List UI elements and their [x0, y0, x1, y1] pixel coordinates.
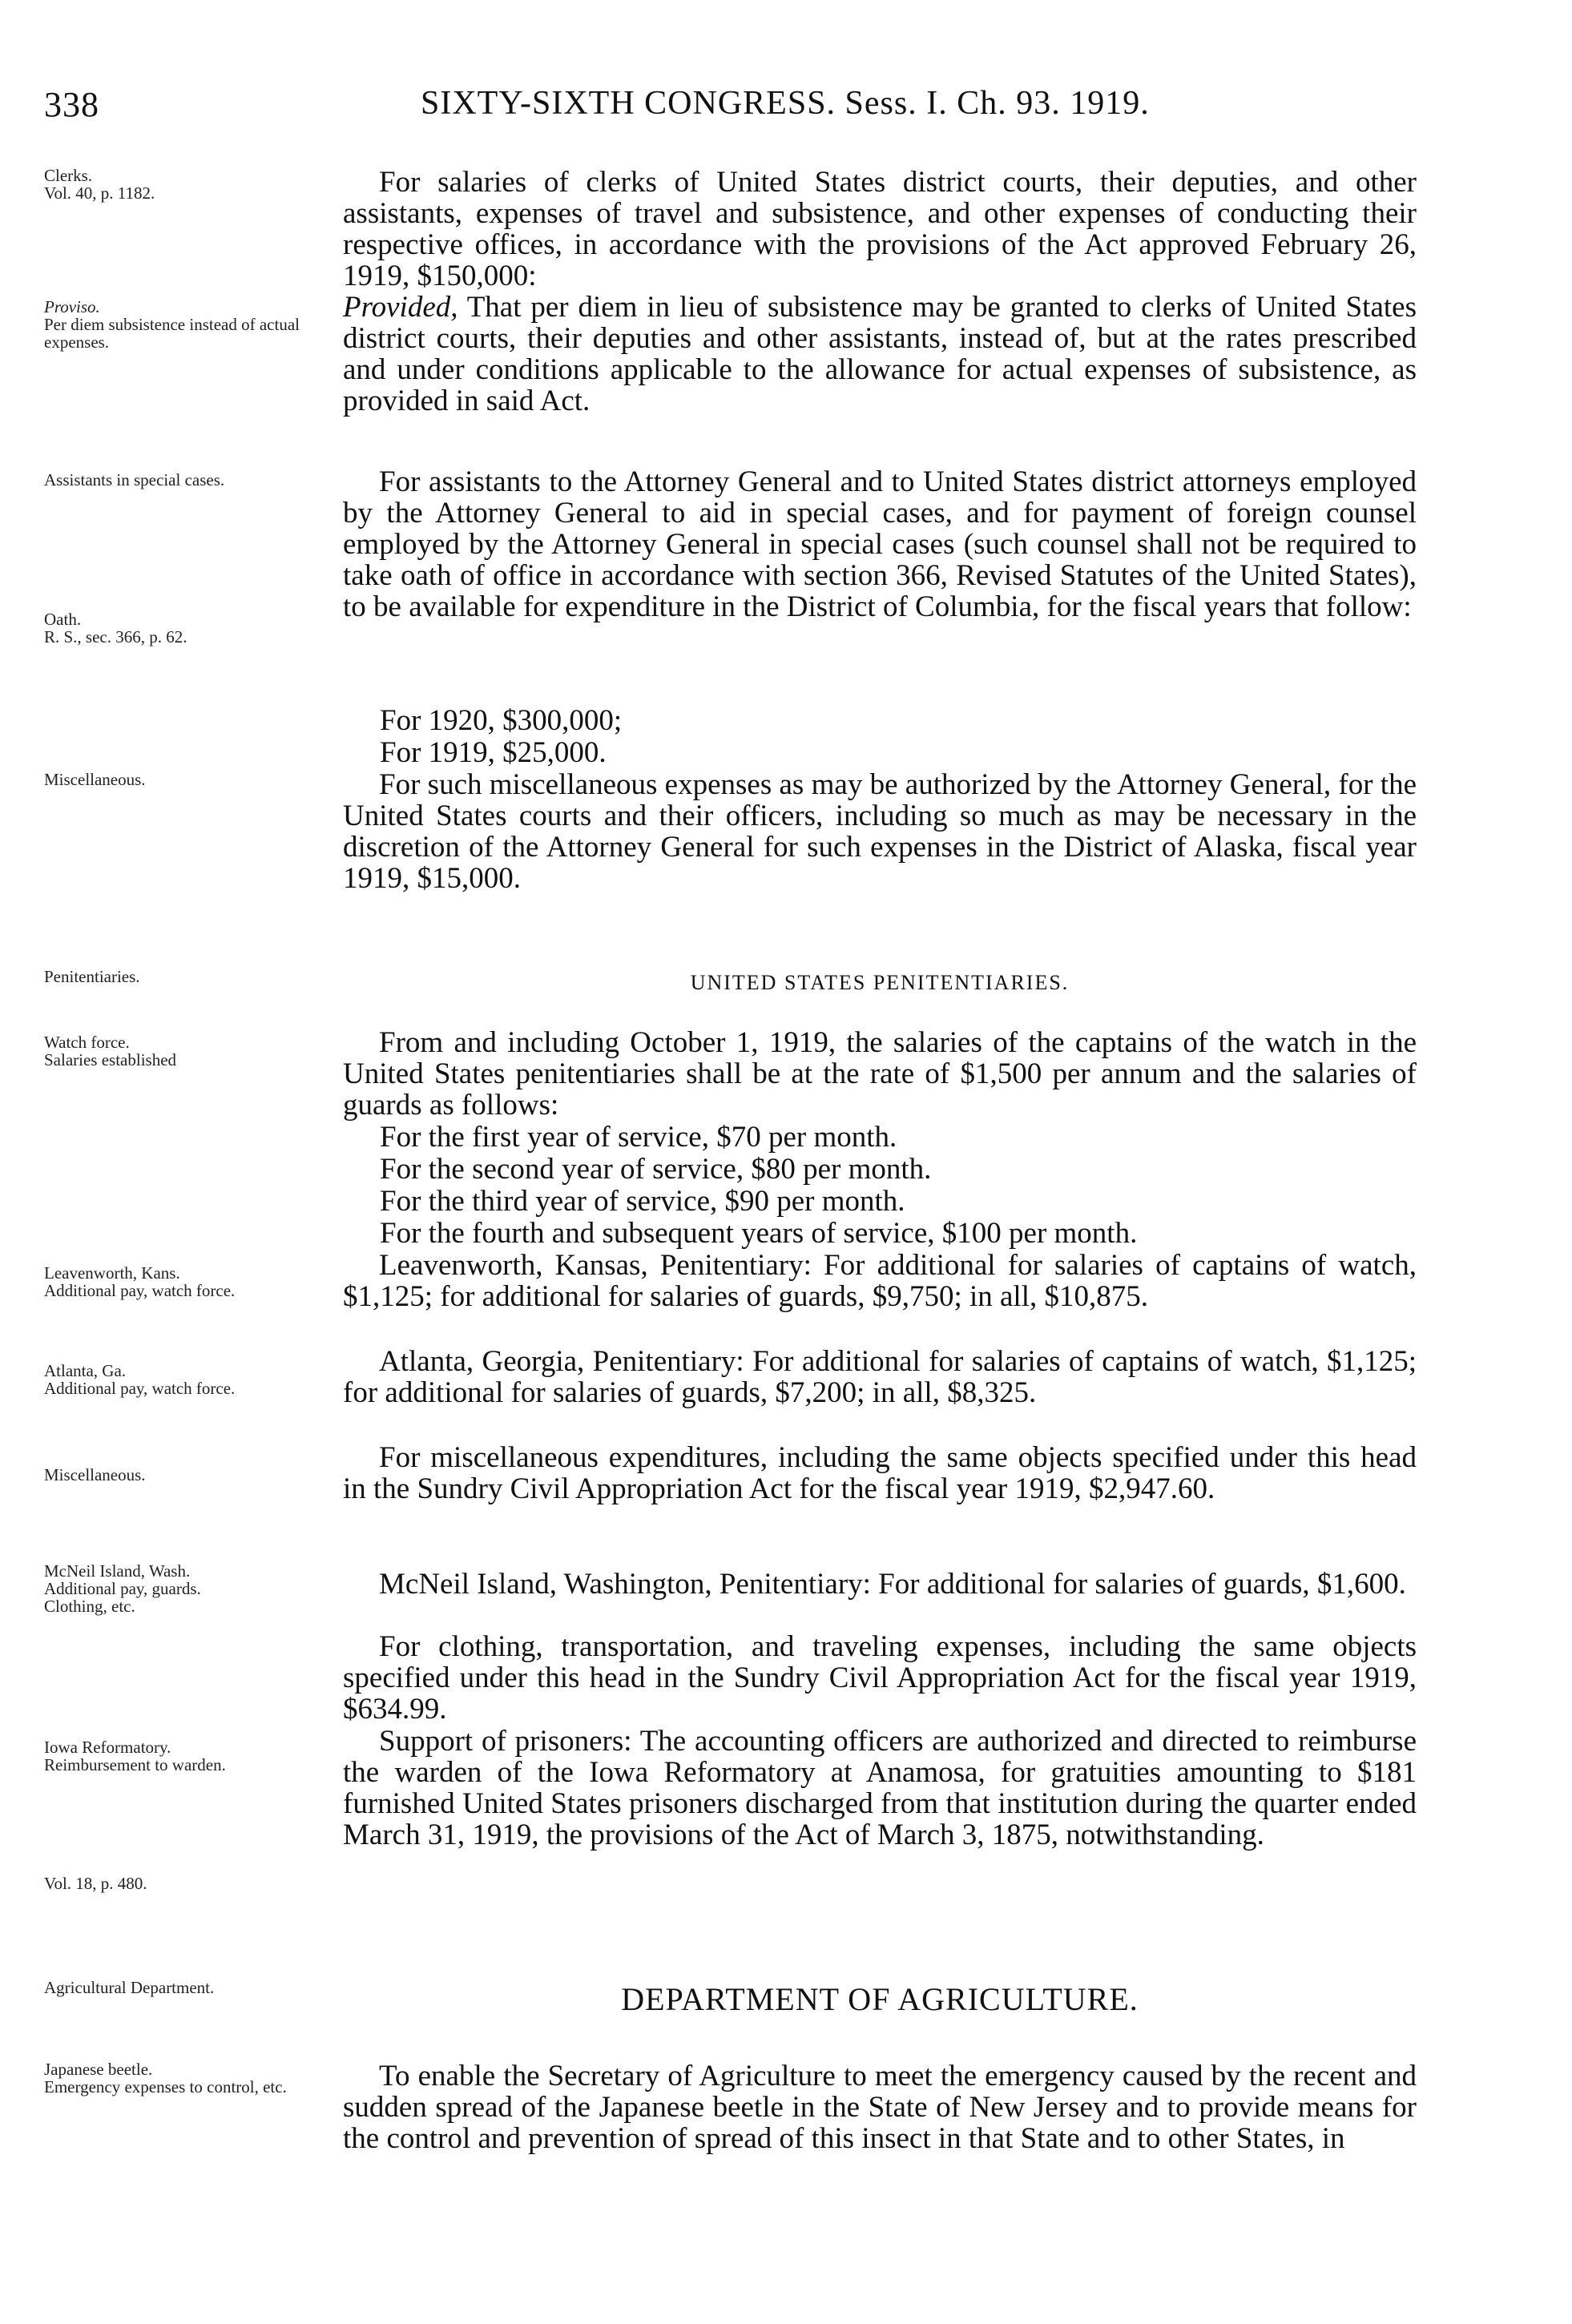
margin-note-agriculture: Agricultural Department.: [44, 1978, 215, 1997]
paragraph-mcneil: McNeil Island, Washington, Penitentiary: For additional for salaries of guards, $1,600.: [379, 1568, 1406, 1601]
margin-note-watch-force: Watch force. Salaries established: [44, 1033, 177, 1069]
paragraph-iowa: Support of prisoners: The accounting officers are authorized and directed to reimburse the warden of the Iowa Reformatory at Anamosa, for gratuities amounting to $181 furnished United States prisoners discharged from that institution during the quarter ended March 31, 1919, the provisions of the Act of March 3, 1875, notwithstanding.: [343, 1725, 1417, 1851]
margin-note-iowa: Iowa Reformatory. Reimbursement to warden.: [44, 1738, 226, 1774]
paragraph-leavenworth: Leavenworth, Kansas, Penitentiary: For additional for salaries of captains of watch, $1,125; for additional for salaries of guards, $9,750; in all, $10,875.: [343, 1249, 1417, 1313]
margin-note-miscellaneous-2: Miscellaneous.: [44, 1465, 146, 1484]
margin-note-miscellaneous: Miscellaneous.: [44, 770, 146, 789]
guard-salary-year-2: For the second year of service, $80 per month.: [380, 1153, 932, 1186]
paragraph-clothing: For clothing, transportation, and traveling expenses, including the same objects specified under this head in the Sundry Civil Appropriation Act for the fiscal year 1919, $634.99.: [343, 1630, 1417, 1726]
heading-agriculture: DEPARTMENT OF AGRICULTURE.: [621, 1981, 1139, 2017]
heading-penitentiaries: UNITED STATES PENITENTIARIES.: [690, 971, 1070, 994]
guard-salary-year-1: For the first year of service, $70 per month.: [380, 1121, 897, 1154]
paragraph-misc-expenditures: For miscellaneous expenditures, including the same objects specified under this head in the Sundry Civil Appropriation Act for the fiscal year 1919, $2,947.60.: [343, 1441, 1417, 1505]
running-header: [44, 84, 1406, 132]
margin-note-oath: Oath. R. S., sec. 366, p. 62.: [44, 610, 187, 646]
paragraph-proviso: [343, 292, 1417, 417]
proviso-text: That per diem in lieu of subsistence may be granted to clerks of United States district courts, their deputies and other assistants, instead of, but at the rates prescribed and under conditions applicable to the allowance for actual expenses of subsistence, as provided in said Act.: [343, 291, 1417, 417]
guard-salary-year-3: For the third year of service, $90 per month.: [380, 1185, 905, 1218]
margin-note-assistants: Assistants in special cases.: [44, 470, 225, 489]
paragraph-clerks: For salaries of clerks of United States district courts, their deputies, and other assistants, expenses of travel and subsistence, and other expenses of conducting their respective offices, in accordance with the provisions of the Act approved February 26, 1919, $150,000:: [343, 166, 1417, 292]
paragraph-assistants: For assistants to the Attorney General and to United States district attorneys employed by the Attorney General to aid in special cases, and for payment of foreign counsel employed by the Attorney General in special cases (such counsel shall not be required to take oath of office in accordance with section 366, Revised Statutes of the United States), to be available for expenditure in the District of Columbia, for the fiscal years that follow:: [343, 465, 1417, 623]
margin-note-leavenworth: Leavenworth, Kans. Additional pay, watch force.: [44, 1263, 236, 1300]
margin-note-japanese-beetle: Japanese beetle. Emergency expenses to control, etc.: [44, 2060, 287, 2096]
proviso-italic: Provided,: [343, 291, 458, 324]
paragraph-miscellaneous: For such miscellaneous expenses as may be authorized by the Attorney General, for the United States courts and their officers, including so much as may be necessary in the discretion of the Attorney General for such expenses in the District of Alaska, fiscal year 1919, $15,000.: [343, 768, 1417, 895]
margin-note-mcneil: McNeil Island, Wash. Additional pay, guards. Clothing, etc.: [44, 1561, 201, 1616]
appropriation-1920: For 1920, $300,000;: [380, 704, 623, 737]
guard-salary-year-4: For the fourth and subsequent years of service, $100 per month.: [380, 1217, 1138, 1250]
paragraph-japanese-beetle: To enable the Secretary of Agriculture to meet the emergency caused by the recent and sudden spread of the Japanese beetle in the State of New Jersey and to provide means for the control and prevention of spread of this insect in that State and to other States, in: [343, 2060, 1417, 2155]
paragraph-watch-salaries: From and including October 1, 1919, the salaries of the captains of the watch in the United States penitentiaries shall be at the rate of $1,500 per annum and the salaries of guards as follows:: [343, 1026, 1417, 1122]
margin-note-atlanta: Atlanta, Ga. Additional pay, watch force.: [44, 1361, 236, 1398]
page-number: 338: [44, 85, 99, 124]
appropriation-1919: For 1919, $25,000.: [380, 736, 607, 769]
margin-note-clerks: Clerks. Vol. 40, p. 1182.: [44, 166, 155, 203]
margin-note-proviso: Proviso. Per diem subsistence instead of actual expenses.: [44, 297, 300, 352]
running-title: SIXTY-SIXTH CONGRESS. Sess. I. Ch. 93. 1919.: [421, 85, 1150, 122]
margin-note-penitentiaries: Penitentiaries.: [44, 967, 140, 986]
paragraph-atlanta: Atlanta, Georgia, Penitentiary: For additional for salaries of captains of watch, $1,125; for additional for salaries of guards, $7,200; in all, $8,325.: [343, 1345, 1417, 1409]
margin-note-vol18: Vol. 18, p. 480.: [44, 1874, 147, 1893]
